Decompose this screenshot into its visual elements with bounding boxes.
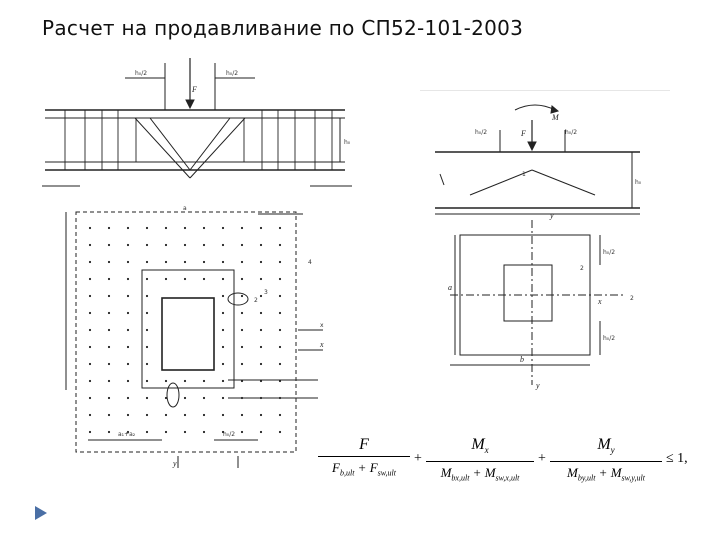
rebar-dot bbox=[260, 397, 262, 399]
rebar-dot bbox=[89, 244, 91, 246]
rebar-dot bbox=[146, 380, 148, 382]
h0-left-label: h₀/2 bbox=[135, 70, 148, 77]
rebar-dot bbox=[127, 312, 129, 314]
next-slide-arrow-icon[interactable] bbox=[34, 505, 48, 525]
rebar-dot bbox=[146, 295, 148, 297]
rebar-dot bbox=[260, 431, 262, 433]
rebar-dot bbox=[89, 380, 91, 382]
rebar-dot bbox=[241, 346, 243, 348]
rebar-dot bbox=[203, 397, 205, 399]
rebar-dot bbox=[146, 244, 148, 246]
rebar-dot bbox=[260, 346, 262, 348]
rebar-dot bbox=[89, 278, 91, 280]
rebar-dot bbox=[127, 278, 129, 280]
rebar-dot bbox=[241, 380, 243, 382]
rebar-dot bbox=[127, 261, 129, 263]
rebar-dot bbox=[260, 363, 262, 365]
rebar-dot bbox=[165, 431, 167, 433]
rebar-dot bbox=[184, 414, 186, 416]
plan-axis-y: y bbox=[173, 459, 177, 468]
rebar-dot bbox=[108, 278, 110, 280]
h0-left-right: h₀/2 bbox=[475, 129, 488, 136]
rebar-dot bbox=[260, 227, 262, 229]
term3-numerator: $M_y$ bbox=[597, 436, 615, 456]
rebar-dot bbox=[89, 261, 91, 263]
rebar-dot bbox=[165, 278, 167, 280]
rebar-dot bbox=[108, 397, 110, 399]
plan-dim-x: x bbox=[320, 322, 324, 329]
rebar-dot bbox=[203, 380, 205, 382]
rebar-dot bbox=[127, 414, 129, 416]
rebar-dot bbox=[108, 380, 110, 382]
rebar-dot bbox=[108, 227, 110, 229]
h-height-label: h₀ bbox=[344, 139, 351, 146]
rebar-dot bbox=[222, 278, 224, 280]
axis-x: x bbox=[598, 297, 602, 306]
rebar-dot bbox=[146, 278, 148, 280]
plan-drawing bbox=[58, 200, 338, 470]
rebar-dot bbox=[260, 329, 262, 331]
moment-label: M bbox=[552, 113, 559, 122]
rebar-dot bbox=[89, 346, 91, 348]
rebar-dot bbox=[127, 295, 129, 297]
rebar-dot bbox=[127, 346, 129, 348]
rebar-dot bbox=[222, 346, 224, 348]
rebar-dot bbox=[108, 329, 110, 331]
rebar-dot bbox=[146, 346, 148, 348]
rebar-dot bbox=[222, 227, 224, 229]
rebar-dot bbox=[89, 312, 91, 314]
rebar-dot bbox=[279, 295, 281, 297]
rebar-dot bbox=[279, 363, 281, 365]
rebar-dot bbox=[108, 261, 110, 263]
rebar-dot bbox=[241, 397, 243, 399]
plan-callout-3: 3 bbox=[264, 289, 268, 296]
formula-term-1 bbox=[318, 434, 410, 485]
rebar-dot bbox=[222, 329, 224, 331]
force-label: F bbox=[192, 85, 197, 94]
rebar-dot bbox=[222, 261, 224, 263]
force-label-right: F bbox=[521, 129, 526, 138]
rebar-dot bbox=[241, 363, 243, 365]
plan-dim-top: a bbox=[183, 205, 187, 212]
rebar-dot bbox=[89, 227, 91, 229]
rebar-dot bbox=[108, 414, 110, 416]
rebar-dot bbox=[146, 397, 148, 399]
rebar-dot bbox=[222, 363, 224, 365]
rebar-dot bbox=[89, 329, 91, 331]
plan-axis-x: x bbox=[320, 340, 324, 349]
rebar-dot bbox=[127, 227, 129, 229]
h0-right-label: h₀/2 bbox=[226, 70, 239, 77]
rebar-dot bbox=[146, 227, 148, 229]
rebar-dot bbox=[89, 397, 91, 399]
rebar-dot bbox=[146, 414, 148, 416]
rebar-dot bbox=[222, 397, 224, 399]
rebar-dot bbox=[165, 227, 167, 229]
rebar-dot bbox=[184, 261, 186, 263]
rebar-dot bbox=[203, 227, 205, 229]
rebar-dot bbox=[203, 278, 205, 280]
rebar-dot bbox=[108, 431, 110, 433]
rebar-dot bbox=[279, 329, 281, 331]
rebar-dot bbox=[165, 397, 167, 399]
rebar-dot bbox=[279, 397, 281, 399]
term2-numerator: $M_x$ bbox=[471, 436, 489, 456]
rebar-dot bbox=[279, 244, 281, 246]
rebar-dot bbox=[184, 397, 186, 399]
term1-numerator: F bbox=[359, 436, 369, 453]
rebar-dot bbox=[222, 244, 224, 246]
callout-2a: 2 bbox=[580, 265, 584, 272]
rebar-dot bbox=[146, 363, 148, 365]
plus-2: + bbox=[538, 451, 546, 466]
rebar-dot bbox=[279, 312, 281, 314]
plan-dim-bottom-right: h₀/2 bbox=[223, 431, 236, 438]
rebar-dot bbox=[241, 431, 243, 433]
callout-2b: 2 bbox=[630, 295, 634, 302]
rebar-dot bbox=[241, 414, 243, 416]
callout-1: 1 bbox=[522, 171, 526, 178]
rebar-dot bbox=[260, 261, 262, 263]
h-height-right: h₀ bbox=[635, 179, 642, 186]
rebar-dot bbox=[184, 380, 186, 382]
side-h0-bottom: h₀/2 bbox=[603, 335, 616, 342]
rebar-dot bbox=[184, 431, 186, 433]
punching-formula bbox=[318, 434, 698, 496]
rebar-dot bbox=[203, 414, 205, 416]
rebar-dot bbox=[89, 363, 91, 365]
rebar-dot bbox=[260, 295, 262, 297]
rebar-dot bbox=[165, 414, 167, 416]
rebar-dot bbox=[146, 261, 148, 263]
rebar-dot bbox=[279, 380, 281, 382]
rebar-dot bbox=[203, 431, 205, 433]
rebar-dot bbox=[260, 278, 262, 280]
rebar-dot bbox=[241, 278, 243, 280]
rebar-dot bbox=[108, 363, 110, 365]
rebar-dot bbox=[260, 244, 262, 246]
section-drawing-left bbox=[40, 58, 360, 198]
rebar-dot bbox=[241, 312, 243, 314]
rebar-dot bbox=[127, 397, 129, 399]
formula-term-3 bbox=[550, 434, 662, 490]
plan-callout-4: 4 bbox=[308, 259, 312, 266]
rebar-dot bbox=[108, 244, 110, 246]
slide-title: Расчет на продавливание по СП52-101-2003 bbox=[42, 16, 524, 40]
plus-1: + bbox=[414, 451, 422, 466]
relation: ≤ 1, bbox=[666, 451, 688, 466]
rebar-dot bbox=[146, 329, 148, 331]
rebar-dot bbox=[127, 363, 129, 365]
section-plan-drawing-right bbox=[420, 90, 670, 390]
term1-denominator: $F_{b,ult} + F_{sw,ult}$ bbox=[332, 460, 396, 478]
axis-y-bottom: y bbox=[536, 381, 540, 390]
rebar-dot bbox=[241, 295, 243, 297]
rebar-dot bbox=[146, 312, 148, 314]
rebar-dot bbox=[241, 244, 243, 246]
rebar-dot bbox=[146, 431, 148, 433]
width-a: a bbox=[448, 283, 452, 292]
rebar-dot bbox=[165, 261, 167, 263]
rebar-dot bbox=[184, 244, 186, 246]
rebar-dot bbox=[108, 346, 110, 348]
rebar-dot bbox=[89, 414, 91, 416]
term3-denominator: $M_{by,ult} + M_{sw,y,ult}$ bbox=[567, 465, 645, 483]
rebar-dot bbox=[127, 329, 129, 331]
rebar-dot bbox=[279, 227, 281, 229]
rebar-dot bbox=[279, 414, 281, 416]
rebar-dot bbox=[279, 346, 281, 348]
axis-y-top: y bbox=[550, 211, 554, 220]
rebar-dot bbox=[222, 414, 224, 416]
rebar-dot bbox=[203, 244, 205, 246]
rebar-dot bbox=[108, 295, 110, 297]
formula-term-2 bbox=[426, 434, 534, 490]
rebar-dot bbox=[222, 380, 224, 382]
side-h0-top: h₀/2 bbox=[603, 249, 616, 256]
plan-callout-2: 2 bbox=[254, 297, 258, 304]
rebar-dot bbox=[184, 227, 186, 229]
rebar-dot bbox=[260, 380, 262, 382]
rebar-dot bbox=[165, 380, 167, 382]
rebar-dot bbox=[165, 244, 167, 246]
rebar-dot bbox=[89, 431, 91, 433]
rebar-dot bbox=[279, 431, 281, 433]
rebar-dot bbox=[222, 312, 224, 314]
width-b: b bbox=[520, 355, 524, 364]
rebar-dot bbox=[241, 227, 243, 229]
rebar-dot bbox=[241, 261, 243, 263]
rebar-dot bbox=[108, 312, 110, 314]
rebar-dot bbox=[127, 380, 129, 382]
rebar-dot bbox=[260, 312, 262, 314]
rebar-dot bbox=[279, 278, 281, 280]
rebar-dot bbox=[241, 329, 243, 331]
rebar-dot bbox=[203, 261, 205, 263]
h0-right-right: h₀/2 bbox=[565, 129, 578, 136]
rebar-dot bbox=[222, 295, 224, 297]
rebar-dot bbox=[279, 261, 281, 263]
term2-denominator: $M_{bx,ult} + M_{sw,x,ult}$ bbox=[440, 465, 520, 483]
rebar-dot bbox=[89, 295, 91, 297]
rebar-dot bbox=[184, 278, 186, 280]
rebar-dot bbox=[127, 244, 129, 246]
plan-dim-bottom-left: a₁+a₂ bbox=[118, 431, 136, 438]
rebar-dot bbox=[260, 414, 262, 416]
